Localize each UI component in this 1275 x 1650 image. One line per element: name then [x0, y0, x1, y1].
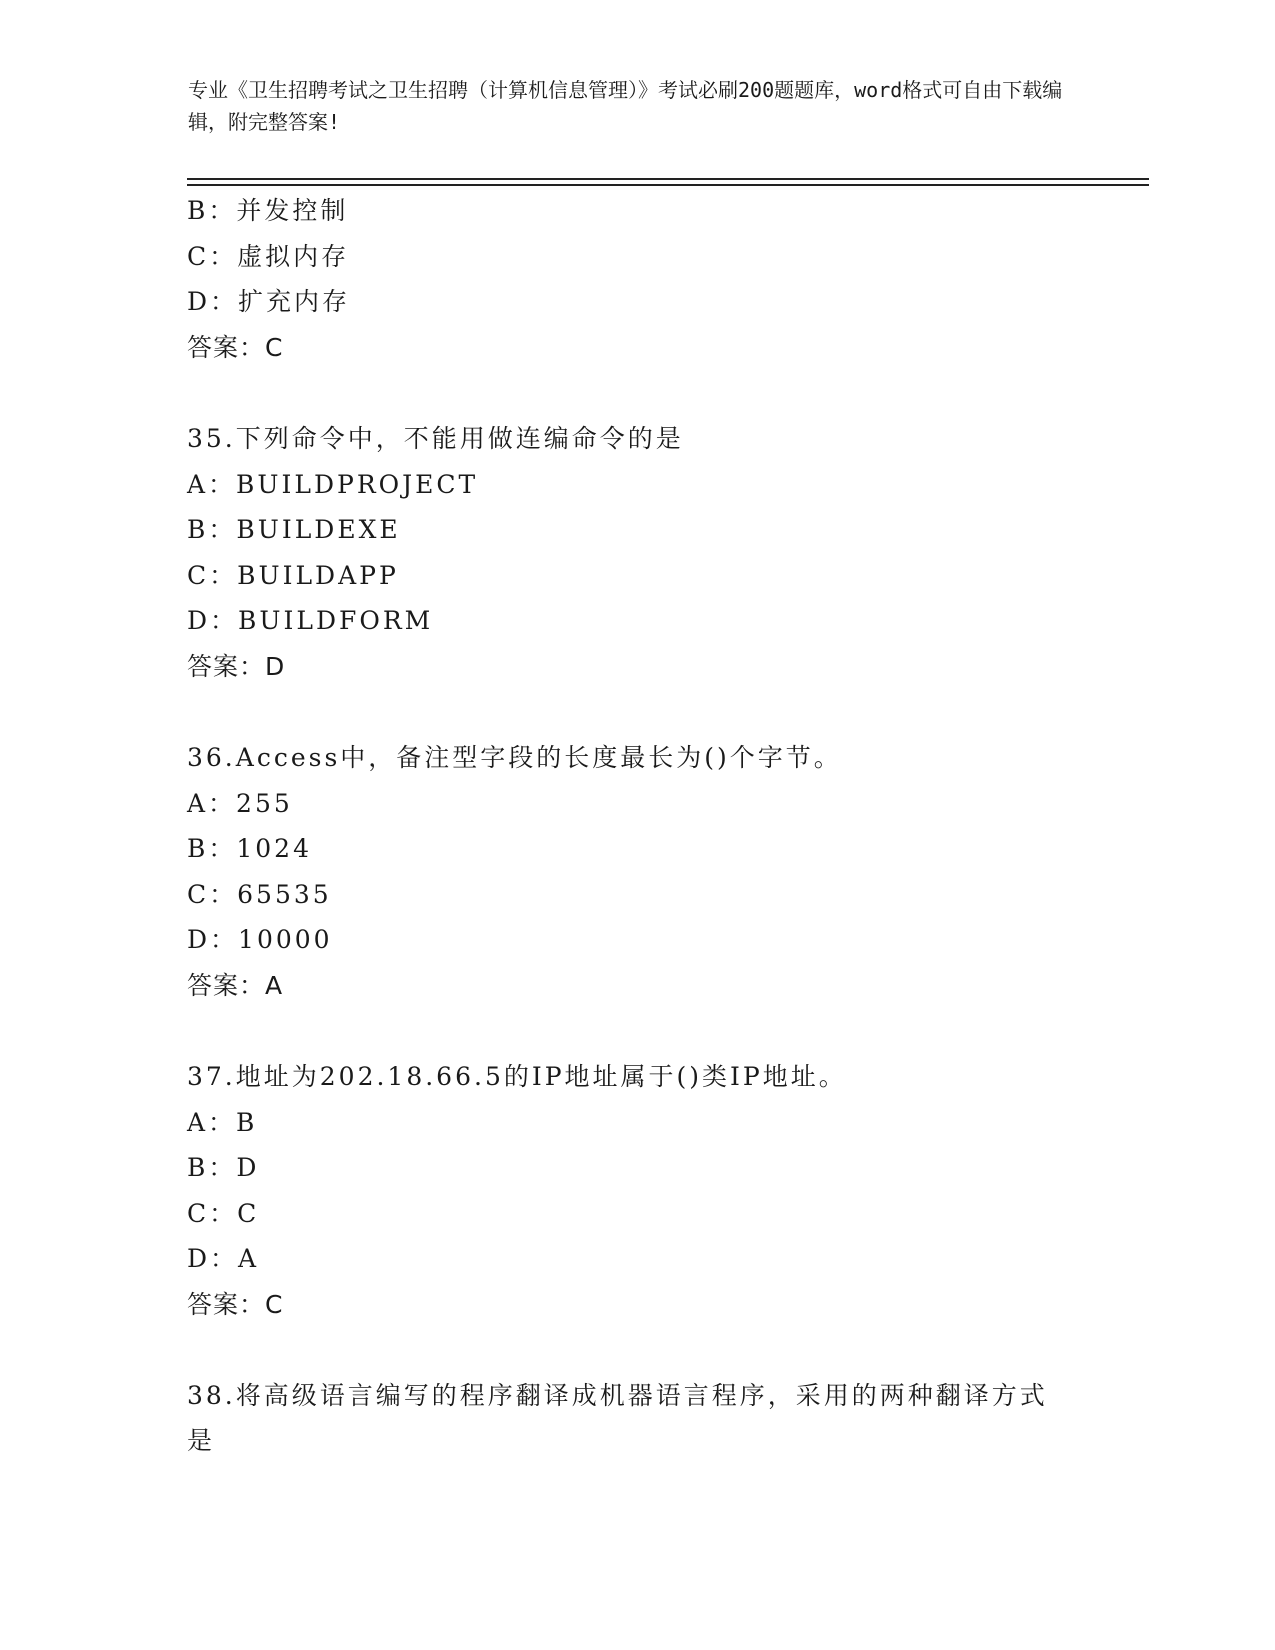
option-d: D：A: [187, 1244, 260, 1273]
answer-line: 答案：C: [187, 1289, 284, 1319]
answer-line: 答案：A: [187, 970, 284, 1000]
question-stem: 35.下列命令中，不能用做连编命令的是: [187, 424, 684, 453]
option-b: B：BUILDEXE: [187, 515, 401, 544]
question-list: [187, 188, 1087, 1463]
option-d: D：10000: [187, 925, 333, 954]
question-stem: 37.地址为202.18.66.5的IP地址属于()类IP地址。: [187, 1062, 847, 1091]
answer-line: 答案：C: [187, 332, 284, 362]
option-d: D：BUILDFORM: [187, 606, 434, 635]
option-a: A：255: [187, 788, 293, 818]
option-d: D：扩充内存: [187, 287, 351, 316]
answer-line: 答案：D: [187, 651, 286, 681]
question-stem: 36.Access中，备注型字段的长度最长为()个字节。: [187, 743, 842, 772]
header-divider-bottom: [187, 184, 1149, 186]
header-divider-top: [187, 178, 1149, 180]
question-stem: 38.将高级语言编写的程序翻译成机器语言程序，采用的两种翻译方式是: [187, 1381, 1048, 1455]
option-b: B：1024: [187, 834, 312, 863]
option-c: C：65535: [187, 879, 332, 909]
option-c: C：BUILDAPP: [187, 560, 399, 590]
option-c: C：C: [187, 1198, 260, 1228]
option-b: B：D: [187, 1153, 260, 1182]
option-a: A：B: [187, 1107, 258, 1137]
option-a: A：BUILDPROJECT: [187, 469, 479, 499]
document-intro: 专业《卫生招聘考试之卫生招聘（计算机信息管理）》考试必刷200题题库，word格式可自由下载编辑，附完整答案!: [188, 78, 1063, 134]
option-b: B：并发控制: [187, 196, 349, 225]
option-c: C：虚拟内存: [187, 241, 350, 271]
